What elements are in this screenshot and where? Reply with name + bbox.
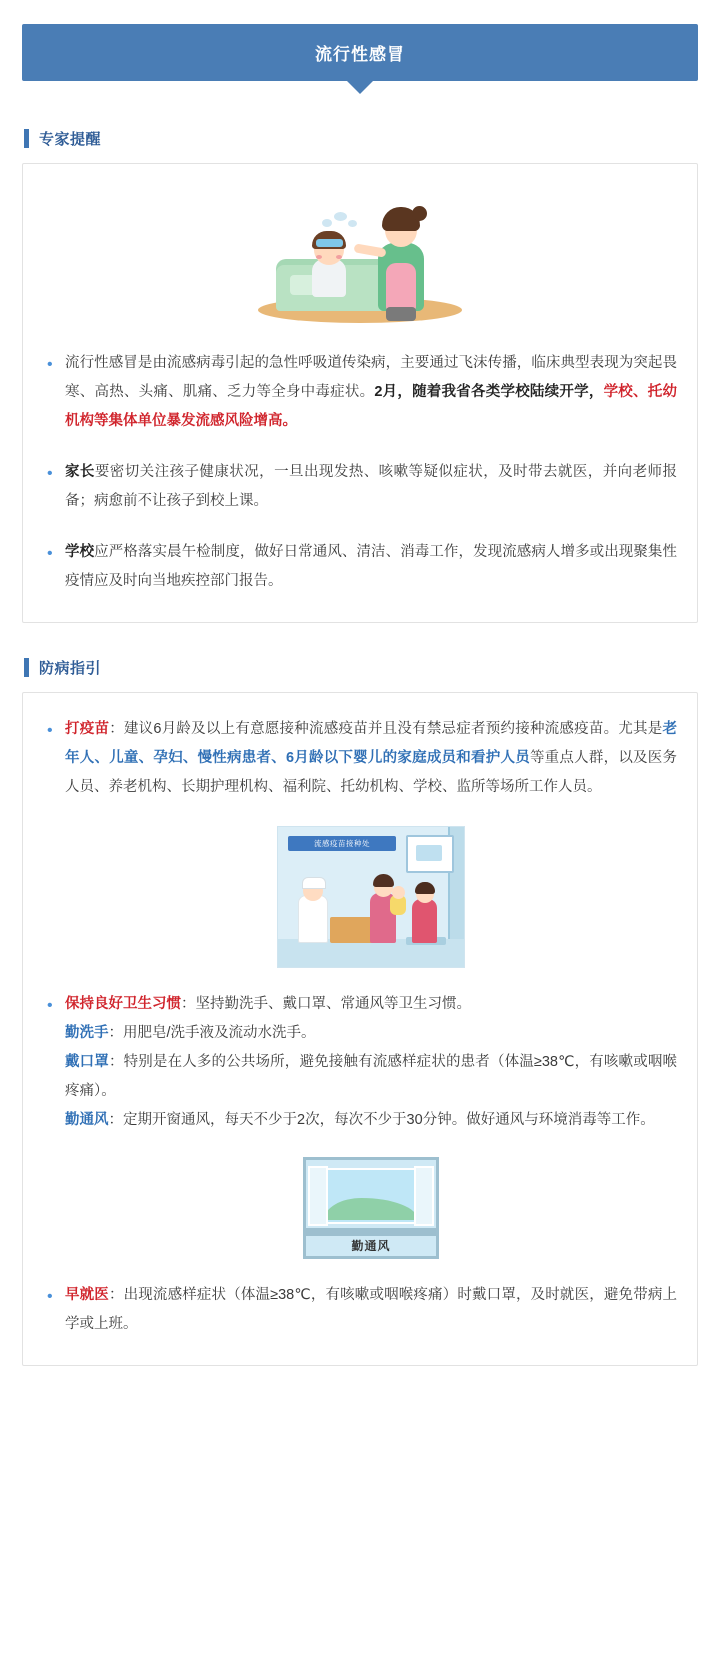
prevention-guide-list [43,715,677,1339]
title-banner [22,24,698,94]
bullet-lead-label: 早就医 [65,1287,109,1303]
vaccination-sign-text: 流感疫苗接种处 [288,836,396,851]
bullet-text-part: ：定期开窗通风，每天不少于2次，每次不少于30分钟。做好通风与环境消毒等工作。 [108,1112,655,1128]
section-title-text: 防病指引 [39,660,102,677]
bullet-text-part: ：坚持勤洗手、戴口罩、常通风等卫生习惯。 [181,996,471,1012]
list-item [43,538,677,596]
section-accent-bar [24,129,29,148]
expert-reminder-list [43,349,677,596]
bullet-sub-label-wash: 勤洗手 [65,1025,109,1041]
bullet-text-part-blue: 老年人、儿童、孕妇、慢性病患者、6月龄以下婴儿的家庭成员和看护人员 [65,721,678,766]
banner-notch [347,81,373,94]
section-heading-prevention-guide [24,657,698,678]
list-item [43,349,677,436]
section-accent-bar [24,658,29,677]
banner-title: 流行性感冒 [22,24,698,81]
bullet-text-part: 应严格落实晨午检制度，做好日常通风、清洁、消毒工作，发现流感病人增多或出现聚集性疫情应及时向当地疾控部门报告。 [65,544,678,589]
bullet-lead-label: 保持良好卫生习惯 [65,996,181,1012]
section-title-text: 专家提醒 [39,131,102,148]
list-item [43,715,677,968]
bullet-text-part-bold: 学校 [65,544,95,560]
bullet-text-part: 要密切关注孩子健康状况，一旦出现发热、咳嗽等疑似症状，及时带去就医，并向老师报备；病愈前不让孩子到校上课。 [65,464,677,509]
bullet-sub-label-mask: 戴口罩 [65,1054,109,1070]
bullet-lead-label: 打疫苗 [65,721,110,737]
window-label-text: 勤通风 [351,1239,391,1253]
vaccination-illustration [65,826,677,968]
bullet-text-part-bold: 2月，随着我省各类学校陆续开学， [374,384,604,400]
list-item [43,1281,677,1339]
list-item [43,990,677,1259]
bullet-text-part: 流行性感冒是由流感病毒引起的急性呼吸道传染病，主要通过飞沫传播，临床典型表现为突起畏寒、高热、头痛、肌痛、乏力等全身中毒症状。 [65,355,677,400]
bullet-text-part-bold: 家长 [65,464,95,480]
prevention-guide-card [22,692,698,1366]
bullet-text-part: ：特别是在人多的公共场所，避免接触有流感样症状的患者（体温≥38℃，有咳嗽或咽喉疼痛）。 [65,1054,678,1099]
section-heading-expert-reminder [24,128,698,149]
bullet-text-part: ：建议6月龄及以上有意愿接种流感疫苗并且没有禁忌症者预约接种流感疫苗。尤其是 [109,721,663,737]
bullet-text-part: ：用肥皂/洗手液及流动水洗手。 [108,1025,316,1041]
bullet-text-part-red: 学校、托幼机构等集体单位暴发流感风险增高。 [65,384,677,429]
list-item [43,458,677,516]
bullet-sub-label-ventilate: 勤通风 [65,1112,109,1128]
ventilation-window-illustration [65,1157,677,1259]
family-fever-illustration [43,190,677,325]
bullet-text-part: ：出现流感样症状（体温≥38℃，有咳嗽或咽喉疼痛）时戴口罩，及时就医，避免带病上学或上班。 [65,1287,678,1332]
bullet-text-part: 等重点人群，以及医务人员、养老机构、长期护理机构、福利院、托幼机构、学校、监所等场所工作人员。 [65,750,678,795]
expert-reminder-card [22,163,698,623]
